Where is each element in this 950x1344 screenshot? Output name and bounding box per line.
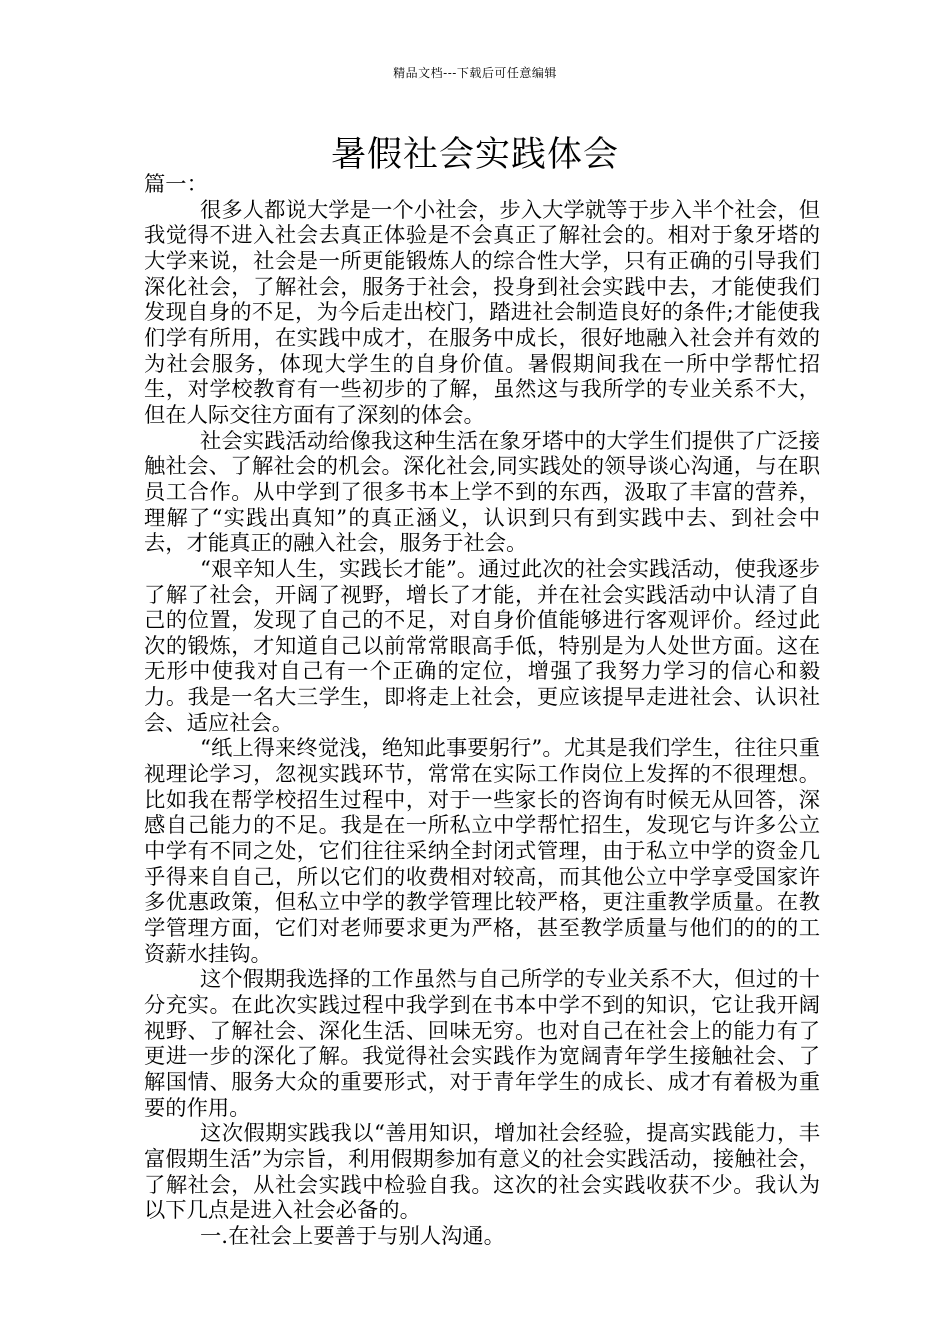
document-body [144,172,820,1250]
paragraph-5: 这个假期我选择的工作虽然与自己所学的专业关系不大，但过的十分充实。在此次实践过程中我学到在书本中学不到的知识，它让我开阔视野、了解社会、深化生活、回味无穷。也对自己在社会上的能力有了更进一步的深化了解。我觉得社会实践作为宽阔青年学生接触社会、了解国情、服务大众的重要形式，对于青年学生的成长、成才有着极为重要的作用。 [144,967,820,1121]
paragraph-7: 一.在社会上要善于与别人沟通。 [200,1223,505,1249]
header-note: 精品文档---下载后可任意编辑 [393,66,557,80]
paragraph-1: 很多人都说大学是一个小社会，步入大学就等于步入半个社会，但我觉得不进入社会去真正体验是不会真正了解社会的。相对于象牙塔的大学来说，社会是一所更能锻炼人的综合性大学，只有正确的引导我们深化社会，了解社会，服务于社会，投身到社会实践中去，才能使我们发现自身的不足，为今后走出校门，踏进社会制造良好的条件;才能使我们学有所用，在实践中成才，在服务中成长，很好地融入社会并有效的为社会服务，体现大学生的自身价值。暑假期间我在一所中学帮忙招生，对学校教育有一些初步的了解，虽然这与我所学的专业关系不大，但在人际交往方面有了深刻的体会。 [144,197,820,428]
document-title: 暑假社会实践体会 [330,135,619,175]
section-label: 篇一： [144,172,208,197]
paragraph-3: “艰辛知人生，实践长才能”。通过此次的社会实践活动，使我逐步了解了社会，开阔了视野，增长了才能，并在社会实践活动中认清了自己的位置，发现了自己的不足，对自身价值能够进行客观评价。经过此次的锻炼，才知道自己以前常常眼高手低，特别是为人处世方面。这在无形中使我对自己有一个正确的定位，增强了我努力学习的信心和毅力。我是一名大三学生，即将走上社会，更应该提早走进社会、认识社会、适应社会。 [144,556,820,736]
paragraph-2: 社会实践活动给像我这种生活在象牙塔中的大学生们提供了广泛接触社会、了解社会的机会。深化社会,同实践处的领导谈心沟通，与在职员工合作。从中学到了很多书本上学不到的东西，汲取了丰富的营养，理解了“实践出真知”的真正涵义，认识到只有到实践中去、到社会中去，才能真正的融入社会，服务于社会。 [144,428,820,557]
paragraph-6: 这次假期实践我以“善用知识，增加社会经验，提高实践能力，丰富假期生活”为宗旨，利用假期参加有意义的社会实践活动，接触社会，了解社会，从社会实践中检验自我。这次的社会实践收获不少。我认为以下几点是进入社会必备的。 [144,1121,820,1224]
paragraph-4: “纸上得来终觉浅，绝知此事要躬行”。尤其是我们学生，往往只重视理论学习，忽视实践环节，常常在实际工作岗位上发挥的不很理想。比如我在帮学校招生过程中，对于一些家长的咨询有时候无从回答，深感自己能力的不足。我是在一所私立中学帮忙招生，发现它与许多公立中学有不同之处，它们往往采纳全封闭式管理，由于私立中学的资金几乎得来自自己，所以它们的收费相对较高，而其他公立中学享受国家许多优惠政策，但私立中学的教学管理比较严格，更注重教学质量。在教学管理方面，它们对老师要求更为严格，甚至教学质量与他们的的的工资薪水挂钩。 [144,736,820,967]
